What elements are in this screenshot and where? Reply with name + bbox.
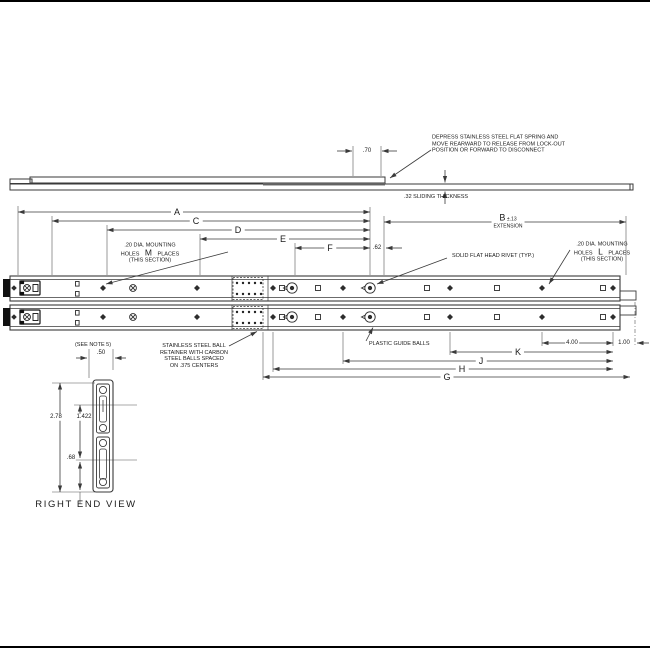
end-view-dim-lines [52,349,137,504]
note-line: (THIS SECTION) [580,256,624,263]
dim-F-label: F [324,245,336,252]
dim-J-label: J [476,358,487,365]
dim-K-label: K [512,349,524,356]
rail-left-end-caps [3,279,10,326]
ball-retainer-note [160,343,228,369]
dim-B-letter: B [499,212,506,223]
dim-lines-bottom [263,341,649,379]
note-line: ON .375 CENTERS [169,362,219,369]
dim-G-label: G [440,374,453,381]
end-view-profile [93,380,113,492]
note-line: RETAINER WITH CARBON [159,349,229,356]
dim-1422-label: 1.422 [76,413,92,420]
note-line [120,246,180,258]
dim-B-label [492,212,525,230]
rivet-note: SOLID FLAT HEAD RIVET (TYP.) [452,252,535,259]
sliding-thickness-label: .32 SLIDING THICKNESS [404,193,469,200]
spring-release-note [432,134,565,154]
places-count-L: L [598,245,603,256]
note-word: HOLES [120,250,140,257]
note-line: STEEL BALLS SPACED [164,356,224,362]
see-note-5-label: (SEE NOTE 5) [74,341,112,348]
front-view-rails [10,276,636,330]
dim-E-label: E [277,236,289,243]
mounting-holes-note-left [121,242,180,264]
note-word: PLACES [157,250,180,257]
dim-D-label: D [232,227,245,234]
dim-62-label: .62 [372,244,382,251]
dim-278-label: 2.78 [50,413,62,420]
dim-68-label: .68 [66,454,76,461]
dim-H-label: H [456,366,469,373]
end-view-dims [58,356,126,492]
dim-A-label: A [171,209,183,216]
note-word: HOLES [573,249,593,256]
spring-note-leader [390,150,431,178]
end-view-title: RIGHT END VIEW [35,498,137,510]
places-count-M: M [144,246,153,257]
guide-balls-note: PLASTIC GUIDE BALLS [369,340,430,347]
dim-C-label: C [190,218,203,225]
dim-extension-lines-top [18,206,626,275]
dim-70-label: .70 [362,147,372,154]
note-line [573,245,631,257]
note-line: DEPRESS STAINLESS STEEL FLAT SPRING AND [432,134,559,141]
note-line: .20 DIA. MOUNTING [124,242,176,249]
note-line: (THIS SECTION) [128,257,172,264]
note-line: MOVE REARWARD TO RELEASE FROM LOCK-OUT [432,140,566,147]
dim-B-tolerance: ±.13 [506,216,517,223]
dim-B-extension: EXTENSION [493,223,523,229]
dim-400-label: 4.00 [566,339,578,346]
note-line: STAINLESS STEEL BALL [162,343,226,349]
dim-lines-top [18,210,626,250]
dim-50-label: .50 [96,349,106,356]
note-line: POSITION OR FORWARD TO DISCONNECT [432,147,545,154]
dim-100-label: 1.00 [618,339,630,346]
side-view-slide-profile [10,177,633,190]
note-line: .20 DIA. MOUNTING [576,241,628,248]
mounting-holes-note-right [574,241,630,263]
note-word: PLACES [608,249,631,256]
